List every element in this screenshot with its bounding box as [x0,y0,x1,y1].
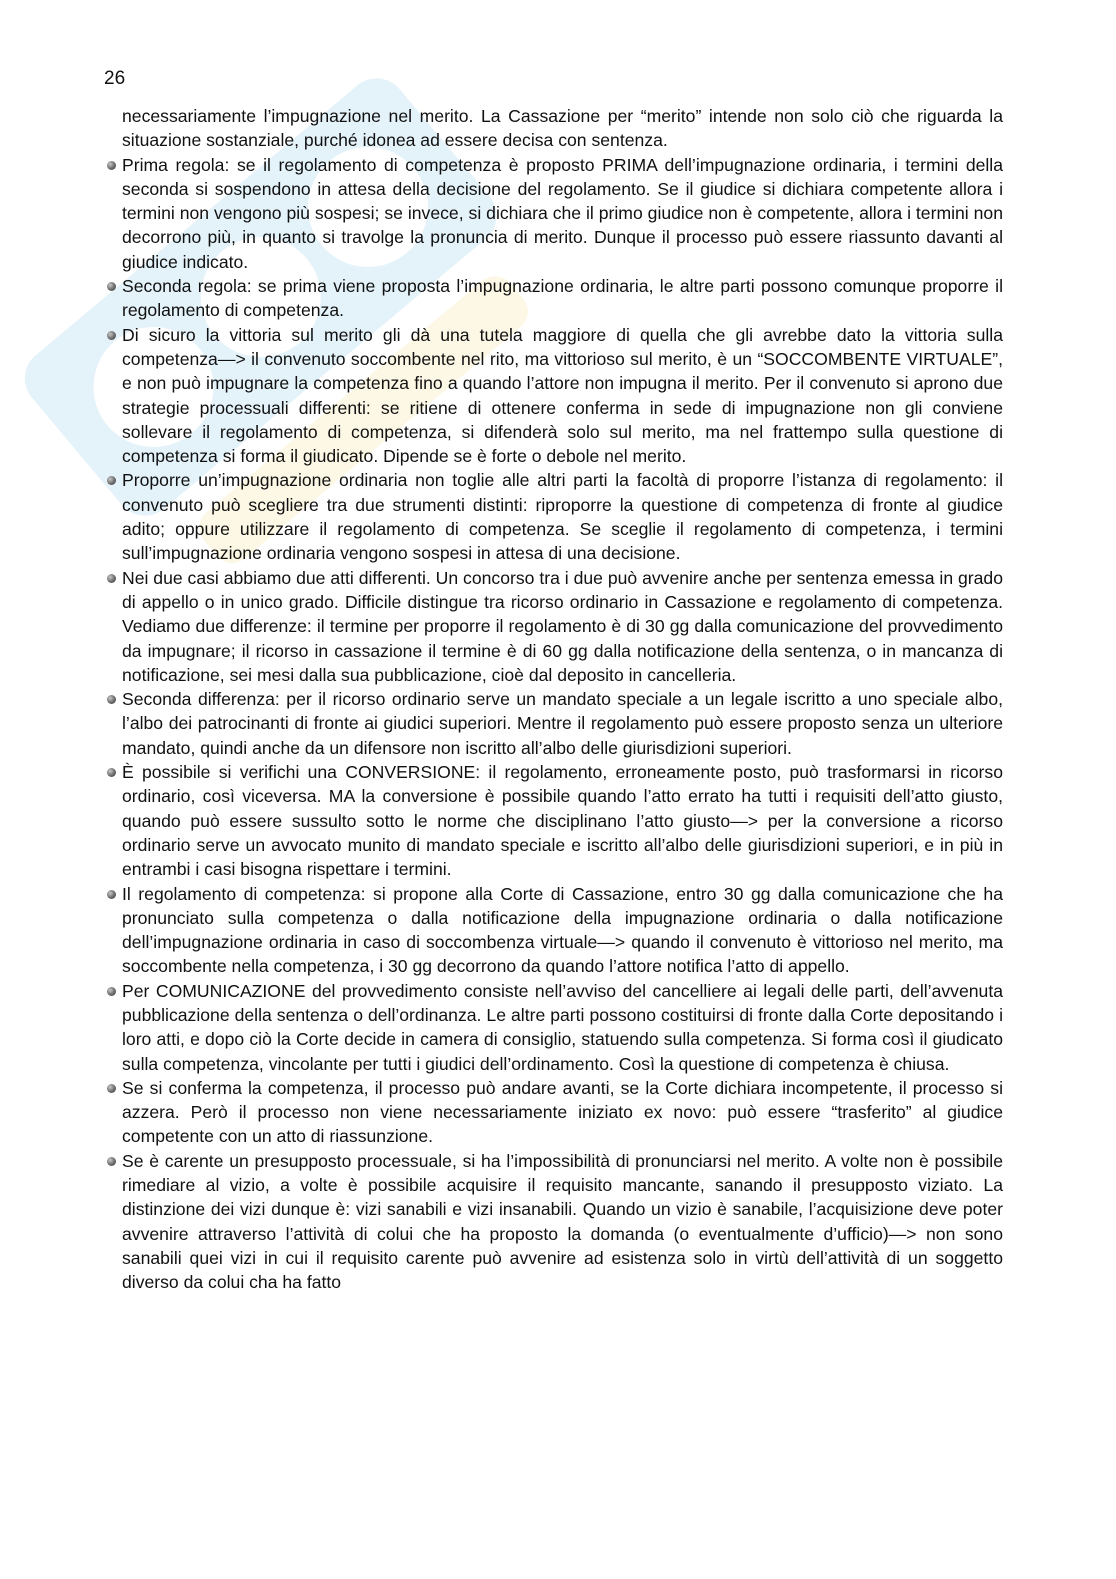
bullet-text: Proporre un’impugnazione ordinaria non toglie alle altri parti la facoltà di proporre l’istanza di regolamento: il convenuto può scegliere tra due strumenti distinti: riproporre la questione di competenza di fronte al giudice adito; oppure utilizzare il regolamento di competenza. Se sceglie il regolamento di competenza, i termini sull’impugnazione ordinaria vengono sospesi in attesa di una decisione. [122,470,1003,564]
bullet-icon [107,282,116,291]
bullet-paragraph [122,566,1003,687]
bullet-paragraph [122,882,1003,979]
bullet-icon [107,574,116,583]
bullet-text: Se si conferma la competenza, il processo può andare avanti, se la Corte dichiara incompetente, il processo si azzera. Però il processo non viene necessariamente iniziato ex novo: può essere “trasferito” al giudice competente con un atto di riassunzione. [122,1077,1003,1147]
bullet-text: Nei due casi abbiamo due atti differenti. Un concorso tra i due può avvenire anche per sentenza emessa in grado di appello o in unico grado. Difficile distingue tra ricorso ordinario in Cassazione e regolamento di competenza. Vediamo due differenze: il termine per proporre il regolamento è di 30 gg dalla comunicazione del provvedimento da impugnare; il ricorso in cassazione il termine è di 60 gg dalla notificazione della sentenza, o in mancanza di notificazione, sei mesi dalla sua pubblicazione, cioè dal deposito in cancelleria. [122,567,1003,685]
bullet-text: Seconda differenza: per il ricorso ordinario serve un mandato speciale a un legale iscritto a uno speciale albo, l’albo dei patrocinanti di fronte ai giudici superiori. Mentre il regolamento può essere proposto senza un ulteriore mandato, quindi anche da un difensore non iscritto all’albo delle giurisdizioni superiori. [122,689,1003,758]
bullet-paragraph [122,323,1003,469]
bullet-text: Prima regola: se il regolamento di competenza è proposto PRIMA dell’impugnazione ordinaria, i termini della seconda si sospendono in attesa della decisione del regolamento. Se il giudice si dichiara competente allora i termini non vengono più sospesi; se invece, si dichiara che il primo giudice non è competente, allora i termini non decorrono più, in quanto si travolge la pronuncia di merito. Dunque il processo può essere riassunto davanti al giudice indicato. [122,154,1003,272]
page-number: 26 [104,68,126,89]
bullet-paragraph [122,1149,1003,1295]
bullet-icon [107,987,116,996]
bullet-icon [107,768,116,777]
paragraph-continuation: necessariamente l’impugnazione nel merito. La Cassazione per “merito” intende non solo ciò che riguarda la situazione sostanziale, purché idonea ad essere decisa con sentenza. [122,106,1003,151]
bullet-paragraph [122,274,1003,323]
bullet-icon [107,161,116,170]
bullet-paragraph [122,153,1003,274]
bullet-paragraph [122,979,1003,1076]
bullet-icon [107,331,116,340]
bullet-text: Se è carente un presupposto processuale, si ha l’impossibilità di pronunciarsi nel merito. A volte non è possibile rimediare al vizio, a volte è possibile acquisire il requisito mancante, sanando il presupposto viziato. La distinzione dei vizi dunque è: vizi sanabili e vizi insanabili. Quando un vizio è sanabile, l’acquisizione deve poter avvenire attraverso l’attività di colui che ha proposto la domanda (o eventualmente d’ufficio)—> non sono sanabili quei vizi in cui il requisito carente può avvenire ad esistenza solo in virtù dell’attività di un soggetto diverso da colui cha ha fatto [122,1150,1003,1293]
bullet-icon [107,1157,116,1166]
bullet-text: Seconda regola: se prima viene proposta l’impugnazione ordinaria, le altre parti possono comunque proporre il regolamento di competenza. [122,276,1003,321]
bullet-paragraph [122,468,1003,565]
bullet-paragraph [122,687,1003,760]
bullet-text: Per COMUNICAZIONE del provvedimento consiste nell’avviso del cancelliere ai legali delle parti, dell’avvenuta pubblicazione della sentenza o dell’ordinanza. Le altre parti possono costituirsi di fronte dalla Corte depositando i loro atti, e dopo ciò la Corte decide in camera di consiglio, statuendo sulla competenza. Si forma così il giudicato sulla competenza, vincolante per tutti i giudici dell’ordinamento. Così la questione di competenza è chiusa. [122,980,1003,1074]
document-body [122,104,1003,1295]
bullet-icon [107,890,116,899]
bullet-paragraph [122,1076,1003,1149]
bullet-text: È possibile si verifichi una CONVERSIONE: il regolamento, erroneamente posto, può trasformarsi in ricorso ordinario, così viceversa. MA la conversione è possibile quando l’atto errato ha tutti i requisiti dell’atto giusto, quando può essere sussulto sotto le norme che disciplinano l’atto giusto—> per la conversione a ricorso ordinario serve un avvocato munito di mandato speciale e iscritto all’albo delle giurisdizioni superiori, e in più in entrambi i casi bisogna rispettare i termini. [122,762,1003,880]
bullet-text: Di sicuro la vittoria sul merito gli dà una tutela maggiore di quella che gli avrebbe dato la vittoria sulla competenza—> il convenuto soccombente nel rito, ma vittorioso sul merito, è un “SOCCOMBENTE VIRTUALE”, e non può impugnare la competenza fino a quando l’attore non impugna il merito. Per il convenuto si aprono due strategie processuali differenti: se ritiene di ottenere conferma in sede di impugnazione non gli conviene sollevare il regolamento di competenza, si difenderà solo sul merito, ma nel frattempo sulla questione di competenza si forma il giudicato. Dipende se è forte o debole nel merito. [122,324,1003,467]
bullet-icon [107,476,116,485]
bullet-icon [107,1084,116,1093]
bullet-paragraph [122,760,1003,881]
bullet-text: Il regolamento di competenza: si propone alla Corte di Cassazione, entro 30 gg dalla comunicazione che ha pronunciato sulla competenza o dalla notificazione della impugnazione ordinaria o dalla notificazione dell’impugnazione ordinaria in caso di soccombenza virtuale—> quando il convenuto è vittorioso nel merito, ma soccombente nella competenza, i 30 gg decorrono da quando l’attore notifica l’atto di appello. [122,883,1003,977]
bullet-icon [107,695,116,704]
